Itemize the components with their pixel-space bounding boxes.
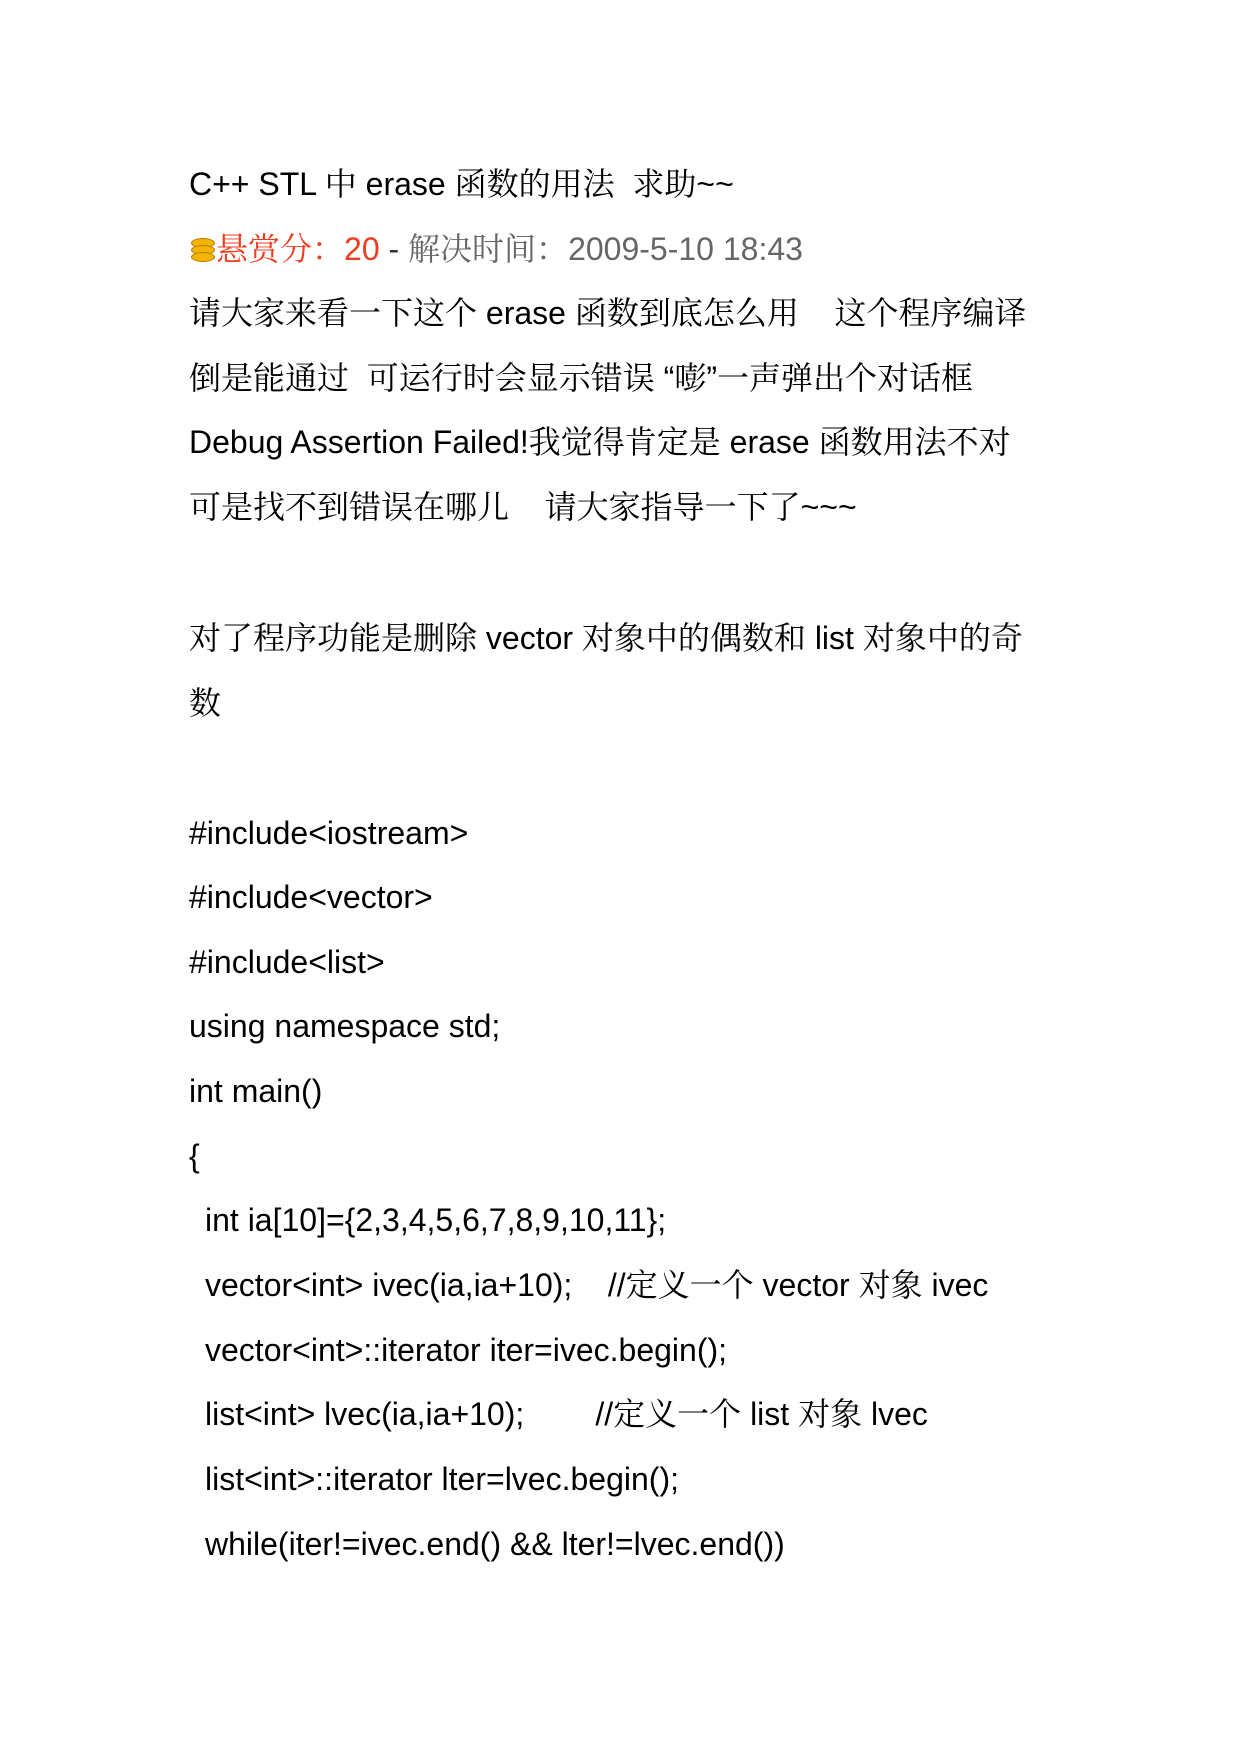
code-line: int ia[10]={2,3,4,5,6,7,8,9,10,11}; xyxy=(205,1202,667,1238)
code-line: while(iter!=ivec.end() && lter!=lvec.end()) xyxy=(205,1526,785,1562)
coin-stack-icon xyxy=(189,237,215,263)
time-value: 2009-5-10 18:43 xyxy=(568,231,803,267)
code-line: { xyxy=(189,1138,200,1174)
body-line: 请大家来看一下这个 erase 函数到底怎么用 这个程序编译 xyxy=(189,295,1027,331)
time-label: 解决时间： xyxy=(408,231,569,267)
code-line: #include<vector> xyxy=(189,879,433,915)
code-line: using namespace std; xyxy=(189,1008,501,1044)
code-line: #include<list> xyxy=(189,944,385,980)
code-line: vector<int> ivec(ia,ia+10); //定义一个 vector 对象 ivec xyxy=(205,1267,989,1303)
question-meta xyxy=(189,229,803,269)
code-line: list<int> lvec(ia,ia+10); //定义一个 list 对象 lvec xyxy=(205,1396,928,1432)
code-line: vector<int>::iterator iter=ivec.begin(); xyxy=(205,1332,728,1368)
reward-label: 悬赏分： xyxy=(216,231,345,267)
question-title: C++ STL 中 erase 函数的用法 求助~~ xyxy=(189,166,734,202)
reward-value: 20 xyxy=(344,231,380,267)
body-line: Debug Assertion Failed!我觉得肯定是 erase 函数用法不对 xyxy=(189,424,1011,460)
body-line: 倒是能通过 可运行时会显示错误 “嘭”一声弹出个对话框 xyxy=(189,360,973,396)
meta-separator: - xyxy=(379,231,409,267)
code-line: int main() xyxy=(189,1073,323,1109)
body-line: 对了程序功能是删除 vector 对象中的偶数和 list 对象中的奇 xyxy=(189,620,1023,656)
body-line: 数 xyxy=(189,685,222,721)
body-line: 可是找不到错误在哪儿 请大家指导一下了~~~ xyxy=(189,489,857,525)
code-line: list<int>::iterator lter=lvec.begin(); xyxy=(205,1461,679,1497)
code-line: #include<iostream> xyxy=(189,815,469,851)
